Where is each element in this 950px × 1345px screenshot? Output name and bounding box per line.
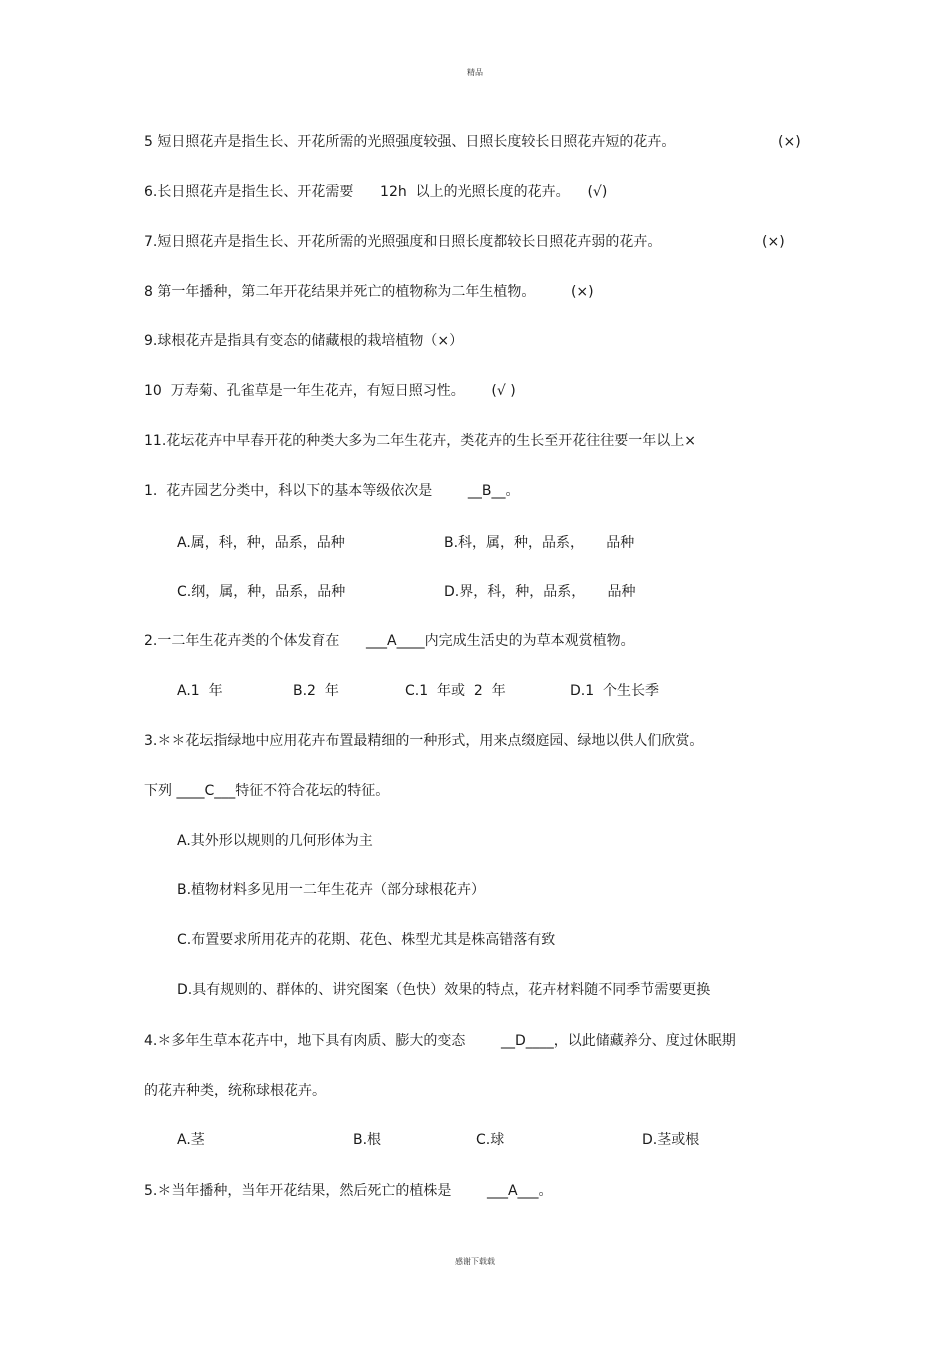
q3-option-b: B.植物材料多见用一二年生花卉（部分球根花卉） xyxy=(177,882,486,898)
question-4-cont: 的花卉种类，统称球根花卉。 xyxy=(144,1083,326,1099)
q2-option-d: D.1 个生长季 xyxy=(570,683,660,699)
question-5: 5.＊当年播种，当年开花结果，然后死亡的植株是 ___A___。 xyxy=(144,1183,553,1199)
statement-10: 10 万寿菊、孔雀草是一年生花卉，有短日照习性。 (√ ) xyxy=(144,383,516,399)
statement-8: 8 第一年播种，第二年开花结果并死亡的植物称为二年生植物。 (×) xyxy=(144,284,594,300)
statement-11: 11.花坛花卉中早春开花的种类大多为二年生花卉，类花卉的生长至开花往往要一年以上× xyxy=(144,433,696,449)
question-3: 3.＊＊花坛指绿地中应用花卉布置最精细的一种形式，用来点缀庭园、绿地以供人们欣赏。 xyxy=(144,733,704,749)
q3-option-c: C.布置要求所用花卉的花期、花色、株型尤其是株高错落有致 xyxy=(177,932,556,948)
question-1: 1. 花卉园艺分类中，科以下的基本等级依次是 __B__。 xyxy=(144,483,520,499)
question-3-cont: 下列 ____C___特征不符合花坛的特征。 xyxy=(144,783,390,799)
q2-option-b: B.2 年 xyxy=(293,683,339,699)
q1-option-c: C.纲，属，种，品系，品种 xyxy=(177,584,346,600)
q1-option-b: B.科，属，种，品系， 品种 xyxy=(444,535,635,551)
q1-option-d: D.界，科，种，品系， 品种 xyxy=(444,584,636,600)
q3-option-a: A.其外形以规则的几何形体为主 xyxy=(177,833,373,849)
q2-option-c: C.1 年或 2 年 xyxy=(405,683,506,699)
q3-option-d: D.具有规则的、群体的、讲究图案（色快）效果的特点，花卉材料随不同季节需要更换 xyxy=(177,982,711,998)
q2-option-a: A.1 年 xyxy=(177,683,223,699)
question-4: 4.＊多年生草本花卉中，地下具有肉质、膨大的变态 __D____，以此储藏养分、度过休眠期 xyxy=(144,1033,736,1049)
statement-5-mark: (×) xyxy=(778,134,801,150)
q4-option-b: B.根 xyxy=(353,1132,382,1148)
statement-7-mark: (×) xyxy=(762,234,785,250)
statement-5: 5 短日照花卉是指生长、开花所需的光照强度较强、日照长度较长日照花卉短的花卉。 xyxy=(144,134,676,150)
q1-option-a: A.属，科，种，品系，品种 xyxy=(177,535,345,551)
statement-6: 6.长日照花卉是指生长、开花需要 12h 以上的光照长度的花卉。 (√) xyxy=(144,184,608,200)
page-footer: 感谢下载载 xyxy=(455,1257,495,1266)
statement-9: 9.球根花卉是指具有变态的储藏根的栽培植物（×） xyxy=(144,333,464,349)
statement-7: 7.短日照花卉是指生长、开花所需的光照强度和日照长度都较长日照花卉弱的花卉。 xyxy=(144,234,662,250)
page-header: 精品 xyxy=(467,68,483,77)
q4-option-a: A.茎 xyxy=(177,1132,205,1148)
question-2: 2.一二年生花卉类的个体发育在 ___A____内完成生活史的为草本观赏植物。 xyxy=(144,633,635,649)
q4-option-c: C.球 xyxy=(476,1132,505,1148)
q4-option-d: D.茎或根 xyxy=(642,1132,700,1148)
